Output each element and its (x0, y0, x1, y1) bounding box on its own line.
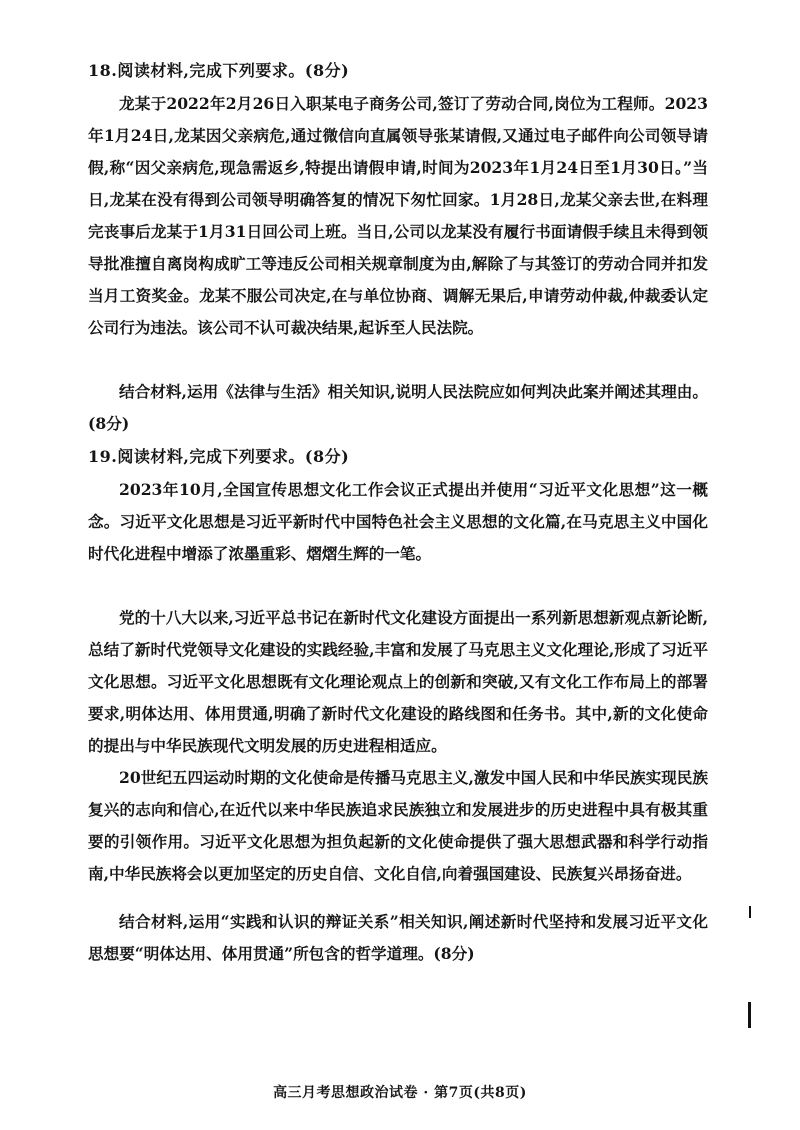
question-19-paragraph-2: 党的十八大以来,习近平总书记在新时代文化建设方面提出一系列新思想新观点新论断,总结了新时代党领导文化建设的实践经验,丰富和发展了马克思主义文化理论,形成了习近平文化思想。习近平文化思想既有文化理论观点上的创新和突破,又有文化工作布局上的部署要求,明体达用、体用贯通,明确了新时代文化建设的路线图和任务书。其中,新的文化使命的提出与中华民族现代文明发展的历史进程相适应。 (88, 608, 708, 755)
question-18-material: 龙某于2022年2月26日入职某电子商务公司,签订了劳动合同,岗位为工程师。2023年1月24日,龙某因父亲病危,通过微信向直属领导张某请假,又通过电子邮件向公司领导请假,称“因父亲病危,现急需返乡,特提出请假申请,时间为2023年1月24日至1月30日。”当日,龙某在没有得到公司领导明确答复的情况下匆忙回家。1月28日,龙某父亲去世,在料理完丧事后龙某于1月31日回公司上班。当日,公司以龙某没有履行书面请假手续且未得到领导批准擅自离岗构成旷工等违反公司相关规章制度为由,解除了与其签订的劳动合同并扣发当月工资奖金。龙某不服公司决定,在与单位协商、调解无果后,申请劳动仲裁,仲裁委认定公司行为违法。该公司不认可裁决结果,起诉至人民法院。 (88, 94, 708, 337)
question-19-task: 结合材料,运用“实践和认识的辩证关系”相关知识,阐述新时代坚持和发展习近平文化思想要“明体达用、体用贯通”所包含的哲学道理。(8分) (88, 912, 708, 963)
question-19-heading: 19.阅读材料,完成下列要求。(8分) (88, 447, 350, 466)
scan-mark-small (749, 906, 751, 918)
scan-mark-large (748, 1002, 751, 1028)
question-19-paragraph-1: 2023年10月,全国宣传思想文化工作会议正式提出并使用“习近平文化思想”这一概念。习近平文化思想是习近平新时代中国特色社会主义思想的文化篇,在马克思主义中国化时代化进程中增添了浓墨重彩、熠熠生辉的一笔。 (88, 480, 708, 563)
page-footer: 高三月考思想政治试卷 · 第7页(共8页) (273, 1085, 527, 1101)
question-18-task: 结合材料,运用《法律与生活》相关知识,说明人民法院应如何判决此案并阐述其理由。(8分) (88, 382, 708, 433)
question-19-paragraph-3: 20世纪五四运动时期的文化使命是传播马克思主义,激发中国人民和中华民族实现民族复兴的志向和信心,在近代以来中华民族追求民族独立和发展进步的历史进程中具有极其重要的引领作用。习近平文化思想为担负起新的文化使命提供了强大思想武器和科学行动指南,中华民族将会以更加坚定的历史自信、文化自信,向着强国建设、民族复兴昂扬奋进。 (88, 768, 708, 883)
question-18-heading: 18.阅读材料,完成下列要求。(8分) (88, 61, 350, 80)
